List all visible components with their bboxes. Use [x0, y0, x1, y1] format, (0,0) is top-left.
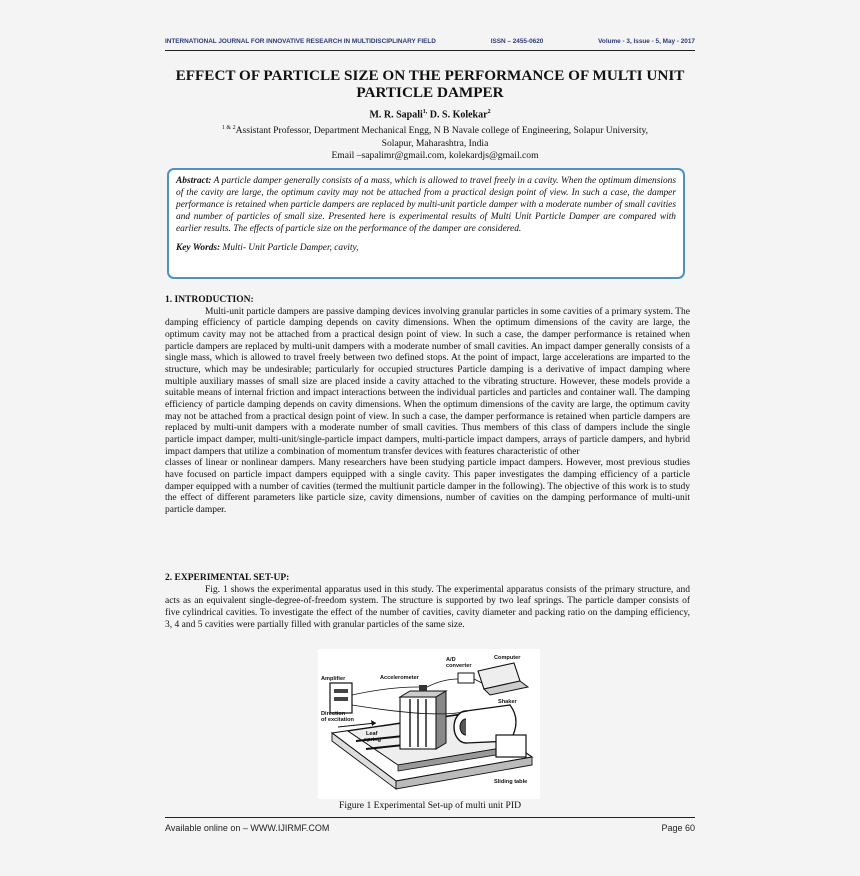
affiliation-line-2: Solapur, Maharashtra, India: [381, 137, 489, 149]
paper-page: [165, 38, 695, 844]
issn: ISSN – 2455-0620: [490, 38, 544, 45]
author-1: M. R. Sapali: [369, 109, 423, 121]
figure-caption: Figure 1 Experimental Set-up of multi unit PID: [339, 800, 521, 811]
header-rule: [165, 50, 695, 51]
figure-1: [318, 649, 540, 799]
label-amplifier: Amplifier: [321, 676, 346, 682]
setup-section: [165, 573, 690, 631]
volume-info: Volume - 3, Issue - 5, May - 2017: [598, 38, 695, 45]
page-number: Page 60: [661, 823, 695, 833]
shaker-stand: [496, 735, 526, 757]
direction-arrow: [338, 723, 376, 727]
label-leaf-1: Leaf: [366, 731, 378, 737]
abstract-box: [167, 168, 685, 279]
running-header: [165, 38, 695, 45]
label-ad-2: converter: [446, 663, 472, 669]
paper-title: EFFECT OF PARTICLE SIZE ON THE PERFORMANCE OF MULTI UNIT PARTICLE DAMPER: [175, 67, 685, 101]
affiliation-sup: 1 & 2: [221, 125, 236, 131]
keywords-text: Multi- Unit Particle Damper, cavity,: [222, 242, 359, 253]
abstract-text: A particle damper generally consists of a mass, which is allowed to travel freely in a cavity. When the optimum dimensions of the cavity are large, the optimum cavity may not be attached from a practical design point of view. In such a case, the damper performance is retained when particle dampers are replaced by multi-unit particle damper with a moderate number of small cavities and number of particles of small size. Presented here is experimental results of Multi Unit Particle Damper are compared with earlier results. The effects of particle size on the performance of the damper are considered.: [176, 176, 676, 234]
experimental-setup-diagram: [318, 649, 540, 799]
footer-rule: [165, 817, 695, 818]
label-direction-2: of excitation: [321, 717, 354, 723]
ad-converter-box: [458, 673, 474, 683]
affiliation: [175, 122, 695, 163]
page-footer: [165, 823, 695, 833]
footer-url: Available online on – WWW.IJIRMF.COM: [165, 823, 330, 833]
keywords-label: Key Words:: [176, 242, 221, 253]
cable-2: [427, 679, 458, 687]
damper-side: [436, 691, 446, 749]
introduction-heading: 1. INTRODUCTION:: [165, 295, 254, 305]
introduction-para-1: Multi-unit particle dampers are passive damping devices involving granular particles in some cavities of a primary system. The damping efficiency of particle damping depends on cavity dimensions. When the optimum dimensions of the cavity are large, the optimum cavity may not be attached from a practical design point of view. In such a case, the damper performance is retained when particle dampers are replaced by multi-unit dampers with a moderate number of small cavities. An impact damper generally consists of a single mass, which is allowed to travel freely between two defined stops. At the point of impact, large accelerations are imparted to the structure, which may be undesirable; particularly for occupied structures Particle damping is a derivative of impact damping where multiple auxiliary masses of small size are placed inside a cavity attached to the vibrating structure. However, these models provide a suitable means of internal friction and impact interactions between the individual particles and particles and container wall. The damping efficiency of particle damping depends on cavity dimensions. When the optimum dimensions of the cavity are large, the optimum cavity may not be attached from a practical design point of view. In such a case, the damper performance is retained when particle dampers are replaced by multi-unit dampers with a moderate number of small cavities. Thus members of this class of dampers include the single particle impact damper, multi-unit/single-particle impact dampers, multi-particle impact dampers, arrays of particle dampers, and hybrid impact dampers that utilize a combination of momentum transfer devices with features characteristic of other: [165, 306, 690, 457]
introduction-section: [165, 295, 690, 516]
setup-heading: 2. EXPERIMENTAL SET-UP:: [165, 573, 290, 583]
label-shaker: Shaker: [498, 699, 517, 705]
label-computer: Computer: [494, 655, 521, 661]
author-line: [165, 109, 695, 120]
label-ad-1: A/D: [446, 657, 456, 663]
label-direction-1: Direction: [321, 711, 346, 717]
label-leaf-2: spring: [364, 737, 382, 743]
journal-name: INTERNATIONAL JOURNAL FOR INNOVATIVE RESEARCH IN MULTIDISCIPLINARY FIELD: [165, 38, 436, 45]
author-1-sup: 1,: [422, 109, 428, 115]
label-accelerometer: Accelerometer: [380, 675, 419, 681]
affiliation-line-1: Assistant Professor, Department Mechanical Engg, N B Navale college of Engineering, Solapur University,: [235, 125, 649, 137]
abstract-label: Abstract:: [176, 176, 212, 186]
email-line: Email –sapalimr@gmail.com, kolekardjs@gmail.com: [331, 150, 539, 162]
introduction-para-2: classes of linear or nonlinear dampers. Many researchers have been studying particle impact dampers. However, most previous studies have focused on particle impact dampers equipped with a single cavity. This paper investigates the damping efficiency of a particle damper equipped with a number of cavities (termed the multiunit particle damper in the following). The objective of this work is to study the effect of different parameters like particle size, cavity dimensions, number of cavities on the damping performance of multi-unit particle damper.: [165, 458, 690, 515]
accelerometer-sensor: [419, 685, 427, 691]
setup-para: Fig. 1 shows the experimental apparatus used in this study. The experimental apparatus consists of the primary structure, and acts as an equivalent single-degree-of-freedom system. The structure is supported by two leaf springs. The particle damper consists of five cylindrical cavities. To investigate the effect of the number of cavities, cavity diameter and packing ratio on the damping efficiency, 3, 4 and 5 cavities were partially filled with granular particles of the same size.: [165, 584, 690, 630]
author-2: D. S. Kolekar: [429, 109, 488, 121]
label-sliding-table: Sliding table: [494, 779, 528, 785]
author-2-sup: 2: [487, 109, 491, 115]
